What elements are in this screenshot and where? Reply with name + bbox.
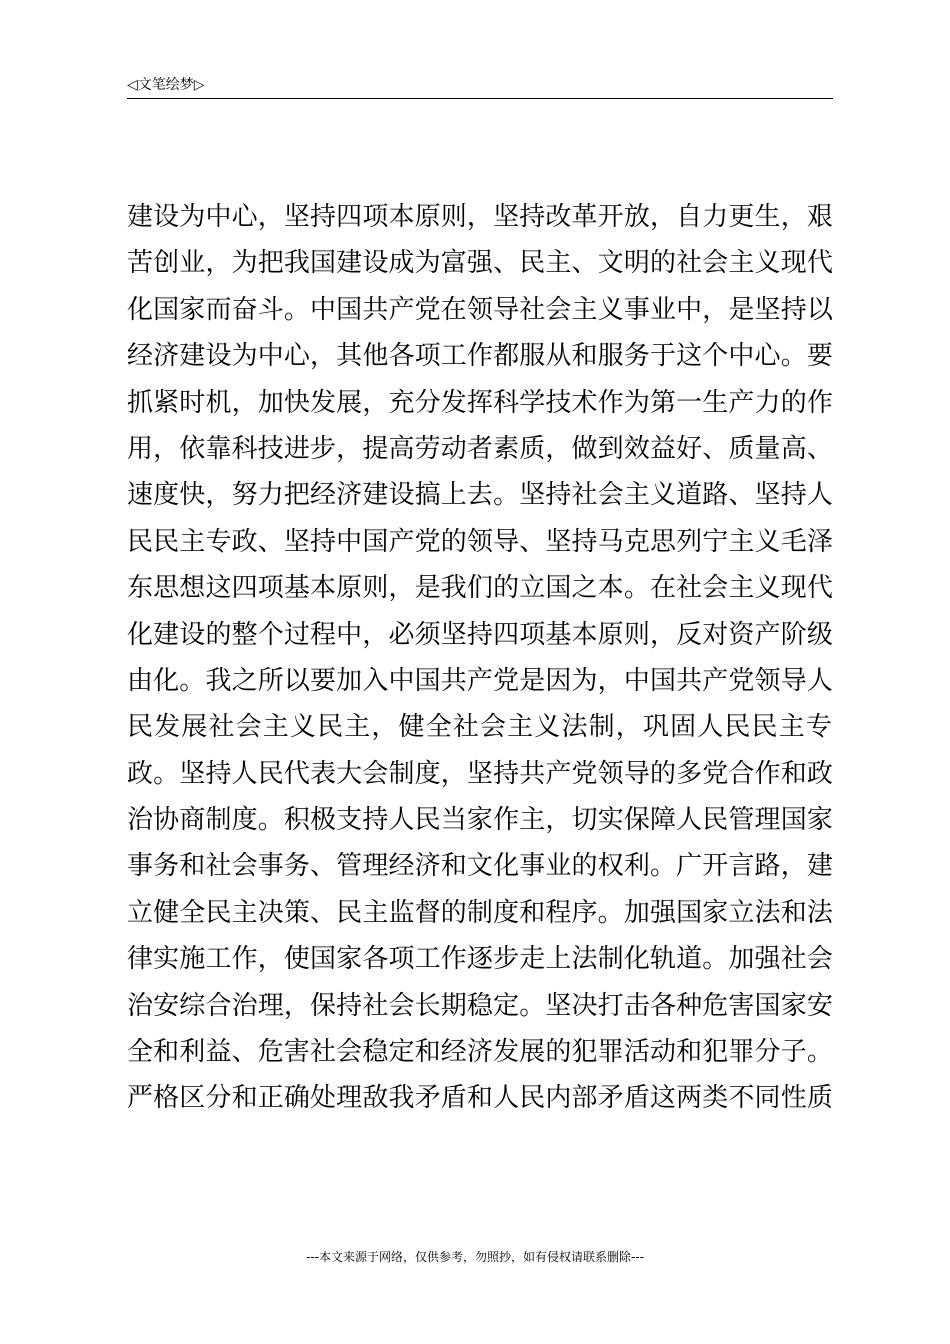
body-line: 抓紧时机，加快发展，充分发挥科学技术作为第一生产力的作 xyxy=(127,387,833,418)
body-line: 民发展社会主义民主，健全社会主义法制，巩固人民民主专 xyxy=(127,712,833,743)
body-line: 建设为中心，坚持四项本原则，坚持改革开放，自力更生，艰 xyxy=(127,202,833,232)
body-line: 化建设的整个过程中，必须坚持四项基本原则，反对资产阶级 xyxy=(127,619,833,650)
body-line: 经济建设为中心，其他各项工作都服从和服务于这个中心。要 xyxy=(127,341,833,372)
body-line: 用，依靠科技进步，提高劳动者素质，做到效益好、质量高、 xyxy=(127,433,833,464)
body-line: 东思想这四项基本原则，是我们的立国之本。在社会主义现代 xyxy=(127,573,833,604)
body-line: 事务和社会事务、管理经济和文化事业的权利。广开言路，建 xyxy=(127,851,833,882)
body-line: 苦创业，为把我国建设成为富强、民主、文明的社会主义现代 xyxy=(127,248,833,279)
body-line: 由化。我之所以要加入中国共产党是因为，中国共产党领导人 xyxy=(127,665,833,696)
page-header xyxy=(127,74,833,99)
body-line: 治协商制度。积极支持人民当家作主，切实保障人民管理国家 xyxy=(127,805,833,836)
body-line: 立健全民主决策、民主监督的制度和程序。加强国家立法和法 xyxy=(127,897,833,928)
body-line: 民民主专政、坚持中国产党的领导、坚持马克思列宁主义毛泽 xyxy=(127,526,833,557)
body-line: 全和利益、危害社会稳定和经济发展的犯罪活动和犯罪分子。 xyxy=(127,1037,833,1068)
document-body xyxy=(127,194,833,1122)
body-line: 严格区分和正确处理敌我矛盾和人民内部矛盾这两类不同性质 xyxy=(127,1083,833,1114)
header-title: ◁文笔绘梦▷ xyxy=(127,77,205,93)
body-line: 律实施工作，使国家各项工作逐步走上法制化轨道。加强社会 xyxy=(127,944,833,975)
body-line: 治安综合治理，保持社会长期稳定。坚决打击各种危害国家安 xyxy=(127,990,833,1021)
body-line: 速度快，努力把经济建设搞上去。坚持社会主义道路、坚持人 xyxy=(127,480,833,511)
page-footer xyxy=(0,1249,950,1265)
footer-disclaimer: ---本文来源于网络，仅供参考，勿照抄，如有侵权请联系删除--- xyxy=(306,1250,644,1264)
body-line: 化国家而奋斗。中国共产党在领导社会主义事业中，是坚持以 xyxy=(127,294,833,325)
body-line: 政。坚持人民代表大会制度，坚持共产党领导的多党合作和政 xyxy=(127,758,833,789)
